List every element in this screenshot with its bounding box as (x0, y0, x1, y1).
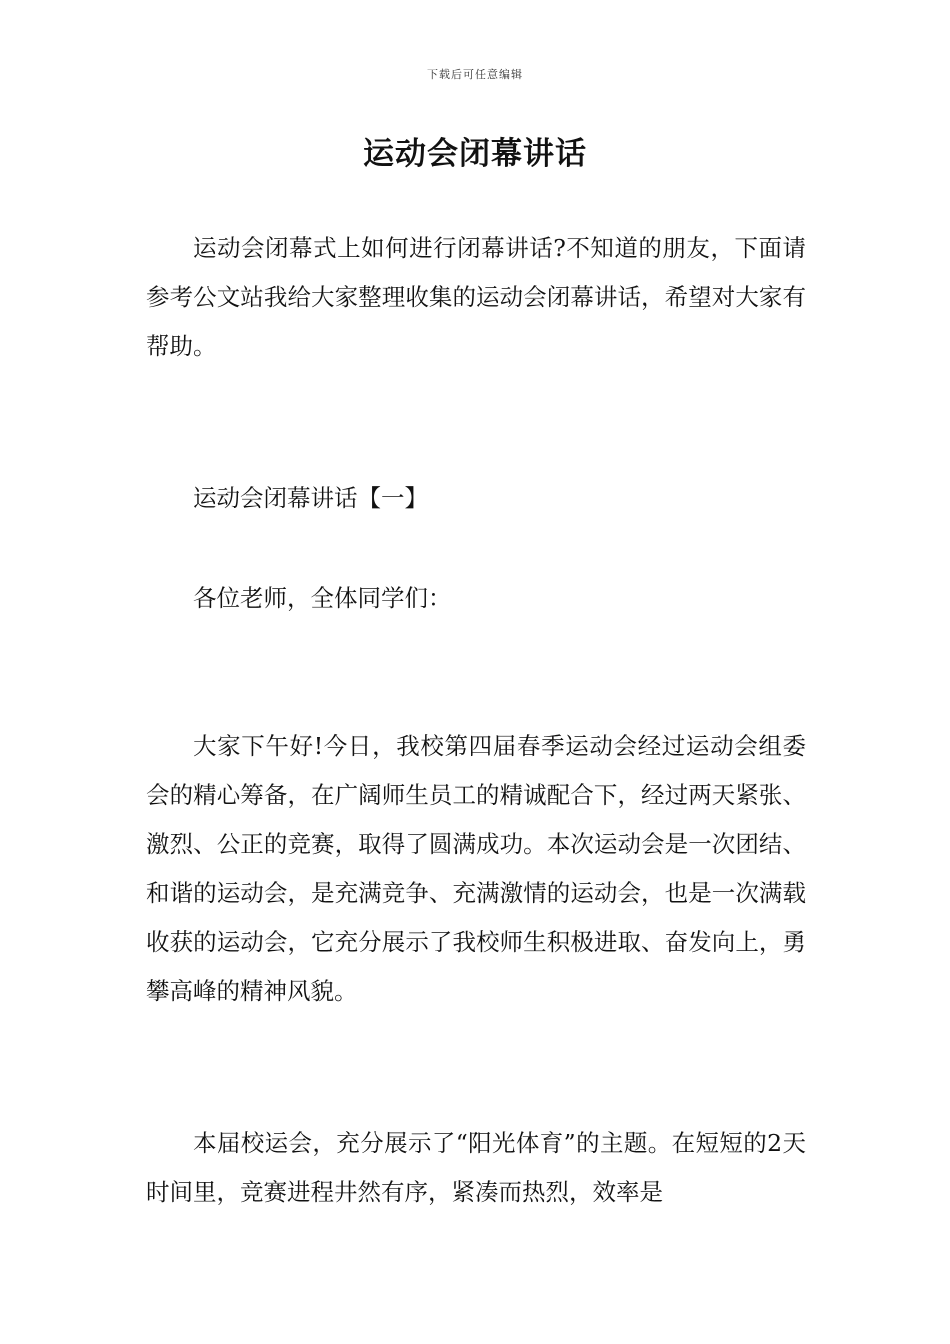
header-note: 下载后可任意编辑 (427, 68, 523, 81)
paragraph-body-2 (146, 1119, 806, 1217)
salutation-text: 各位老师，全体同学们： (193, 584, 452, 612)
paragraph-body-1 (146, 722, 806, 1016)
section-heading-text: 运动会闭幕讲话【一】 (193, 484, 428, 512)
paragraph-text: 运动会闭幕式上如何进行闭幕讲话?不知道的朋友，下面请参考公文站我给大家整理收集的运动会闭幕讲话，希望对大家有帮助。 (146, 234, 806, 360)
paragraph-text: 大家下午好!今日，我校第四届春季运动会经过运动会组委会的精心筹备，在广阔师生员工的精诚配合下，经过两天紧张、激烈、公正的竞赛，取得了圆满成功。本次运动会是一次团结、和谐的运动会，是充满竞争、充满激情的运动会，也是一次满载收获的运动会，它充分展示了我校师生积极进取、奋发向上，勇攀高峰的精神风貌。 (146, 732, 806, 1005)
salutation (146, 574, 806, 623)
paragraph-text: 本届校运会，充分展示了“阳光体育”的主题。在短短的2天时间里，竞赛进程井然有序，紧凑而热烈，效率是 (146, 1129, 806, 1206)
document-title: 运动会闭幕讲话 (363, 136, 587, 172)
section-heading (146, 474, 806, 523)
paragraph-intro (146, 224, 806, 371)
